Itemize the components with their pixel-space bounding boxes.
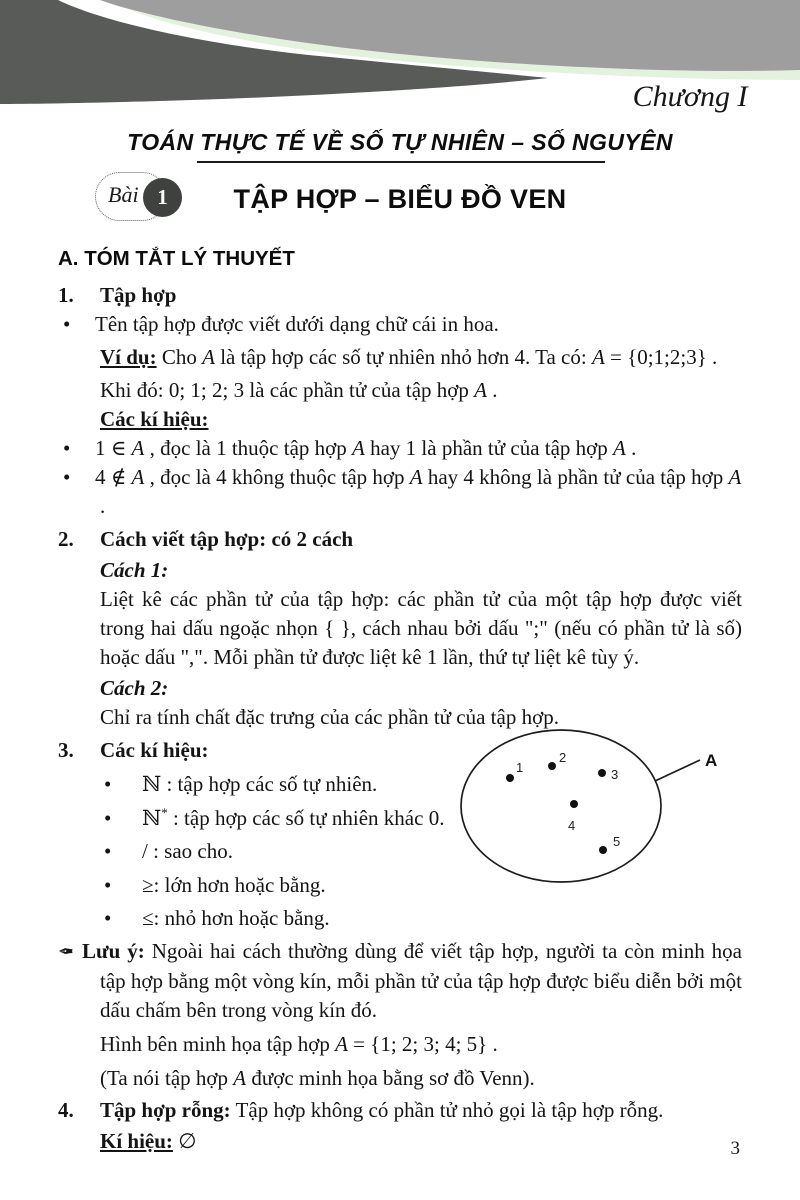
set-variable: A: [474, 378, 487, 402]
note-label: Lưu ý:: [82, 938, 145, 963]
lesson-title: TẬP HỢP – BIỂU ĐỒ VEN: [233, 184, 567, 214]
set-variable: A: [352, 436, 365, 460]
set-variable: A: [728, 465, 742, 489]
item-2-heading: [58, 525, 742, 554]
empty-set-label: Kí hiệu:: [100, 1128, 173, 1153]
method-2-text: Chỉ ra tính chất đặc trưng của các phần tử của tập hợp.: [100, 705, 559, 729]
bullet-marker: •: [63, 465, 71, 489]
set-variable: A: [131, 465, 145, 489]
chapter-label: Chương I: [632, 80, 748, 113]
symbol-glyph: ≤: [142, 906, 154, 930]
line-text: hay 1 là phần tử của tập hợp: [364, 436, 614, 460]
chapter-title-underline: [197, 161, 605, 163]
symbol-meaning: : nhỏ hơn hoặc bằng.: [153, 906, 330, 930]
set-variable: A: [613, 436, 626, 460]
item-1-heading: [58, 281, 742, 310]
symbol-meaning: : sao cho.: [147, 839, 233, 863]
symbol-meaning: : tập hợp các số tự nhiên khác 0.: [167, 805, 445, 830]
venn-point-label: 1: [516, 760, 524, 775]
empty-set-line: [100, 1127, 742, 1156]
venn-point-label: 5: [613, 834, 621, 849]
example-text: Cho: [156, 345, 203, 369]
lesson-badge-label: Bài: [108, 182, 139, 207]
set-variable: A: [131, 436, 145, 460]
venn-point-dot: [506, 774, 514, 782]
symbols-label-line: [100, 405, 742, 434]
line-text: hợp: [691, 465, 729, 489]
rule-text: Tên tập hợp được viết dưới dạng chữ cái in hoa.: [95, 312, 499, 336]
venn-point-label: 3: [611, 767, 619, 782]
chapter-title: TOÁN THỰC TẾ VỀ SỐ TỰ NHIÊN – SỐ NGUYÊN: [127, 129, 673, 155]
line-text: (Ta nói tập hợp: [100, 1065, 234, 1090]
item-number: 1.: [58, 283, 74, 307]
venn-point-dot: [548, 762, 556, 770]
not-element-of-line: [58, 463, 742, 521]
line-text: , đọc là 1 thuộc tập hợp: [144, 436, 353, 460]
method-label: Cách 2:: [100, 676, 169, 700]
line-text: được minh họa bằng sơ đồ Venn).: [246, 1065, 535, 1090]
venn-point-label: 4: [568, 818, 576, 833]
bullet-marker: •: [63, 436, 71, 460]
page-header: [0, 0, 800, 234]
set-formula: = {1; 2; 3; 4; 5} .: [347, 1031, 498, 1056]
math-text: 1 ∈: [95, 436, 132, 460]
set-variable: A: [202, 345, 215, 369]
figure-caption-line: [100, 1028, 742, 1061]
item-number: 2.: [58, 527, 74, 551]
venn-set-label: A: [705, 751, 718, 770]
bullet-marker: •: [104, 839, 112, 863]
example-result-line: [100, 376, 742, 405]
set-variable: A: [335, 1031, 348, 1056]
symbol-glyph: ≥: [142, 872, 154, 897]
example-label: Ví dụ:: [100, 345, 157, 369]
venn-pointer-line: [655, 760, 700, 781]
empty-set-symbol: ∅: [172, 1128, 197, 1153]
item-title: Cách viết tập hợp: có 2 cách: [100, 527, 354, 551]
set-formula: = {0;1;2;3} .: [604, 345, 718, 369]
line-text: .: [625, 436, 637, 460]
bullet-marker: •: [104, 872, 112, 897]
item-number: 4.: [58, 1097, 74, 1122]
venn-diagram-figure: [450, 718, 740, 893]
venn-point-label: 2: [559, 750, 567, 765]
symbol-glyph: ℕ: [142, 805, 162, 830]
math-text: 4 ∉: [95, 465, 132, 489]
venn-diagram: [450, 718, 740, 893]
bullet-marker: •: [104, 805, 112, 830]
line-text: , đọc là 4 không thuộc tập hợp: [144, 465, 410, 489]
symbol-sup: *: [161, 804, 168, 820]
item-label: Tập hợp rỗng:: [100, 1097, 231, 1122]
note-text: Ngoài hai cách thường dùng để viết tập hợp, người ta còn minh họa tập hợp bằng một vòng kín, mỗi phần tử của tập hợp được biểu diễn bởi một dấu chấm bên trong vòng kín đó.: [100, 938, 743, 1022]
symbol-glyph: ℕ: [142, 772, 162, 796]
item-text: Tập hợp không có phần tử nhỏ gọi là tập hợp rỗng.: [230, 1097, 664, 1122]
page-number: 3: [730, 1138, 740, 1159]
symbols-label: Các kí hiệu:: [100, 407, 209, 431]
venn-point-dot: [598, 769, 606, 777]
bullet-marker: •: [104, 772, 112, 796]
item-4-heading: [58, 1096, 742, 1125]
note-paragraph: [58, 937, 742, 1025]
example-text: là tập hợp các số tự nhiên nhỏ hơn 4. Ta có:: [214, 345, 592, 369]
set-variable: A: [591, 345, 605, 369]
result-text: Khi đó: 0; 1; 2; 3 là các phần tử của tập hợp: [100, 378, 475, 402]
section-heading: A. TÓM TẮT LÝ THUYẾT: [58, 247, 295, 270]
set-variable: A: [409, 465, 423, 489]
venn-point-dot: [599, 846, 607, 854]
lesson-number-badge: 1: [143, 178, 182, 217]
theory-section: [0, 234, 800, 1156]
element-of-line: [58, 434, 742, 463]
bullet-marker: •: [63, 312, 71, 336]
example-line: [100, 341, 742, 374]
line-text: hay 4 không là phần tử của tập: [422, 465, 692, 489]
method-2-label-line: [100, 674, 742, 703]
line-text: .: [100, 494, 106, 518]
item-number: 3.: [58, 738, 74, 762]
result-text: .: [486, 378, 498, 402]
method-label: Cách 1:: [100, 558, 169, 582]
item-title: Các kí hiệu:: [100, 738, 209, 762]
symbol-glyph: /: [142, 839, 148, 863]
symbol-meaning: : lớn hơn hoặc bằng.: [153, 872, 326, 897]
item-title: Tập hợp: [100, 283, 177, 307]
method-1-text: Liệt kê các phần tử của tập hợp: các phần tử của một tập hợp được viết trong hai dấu ngoặc nhọn { }, cách nhau bởi dấu ";" (nếu có phần tử là số) hoặc dấu ",". Mỗi phần tử được liệt kê 1 lần, thứ tự liệt kê tùy ý.: [100, 587, 742, 669]
set-name-rule: [58, 310, 742, 339]
bullet-marker: •: [104, 906, 112, 930]
symbol-meaning: : tập hợp các số tự nhiên.: [161, 772, 378, 796]
caption-text: Hình bên minh họa tập hợp: [100, 1031, 336, 1056]
pen-icon: ✒: [58, 941, 74, 963]
venn-note-line: [100, 1064, 742, 1093]
method-1-label-line: [100, 556, 742, 585]
venn-point-dot: [570, 800, 578, 808]
set-variable: A: [233, 1065, 247, 1090]
symbol-item-lte: [58, 899, 742, 933]
